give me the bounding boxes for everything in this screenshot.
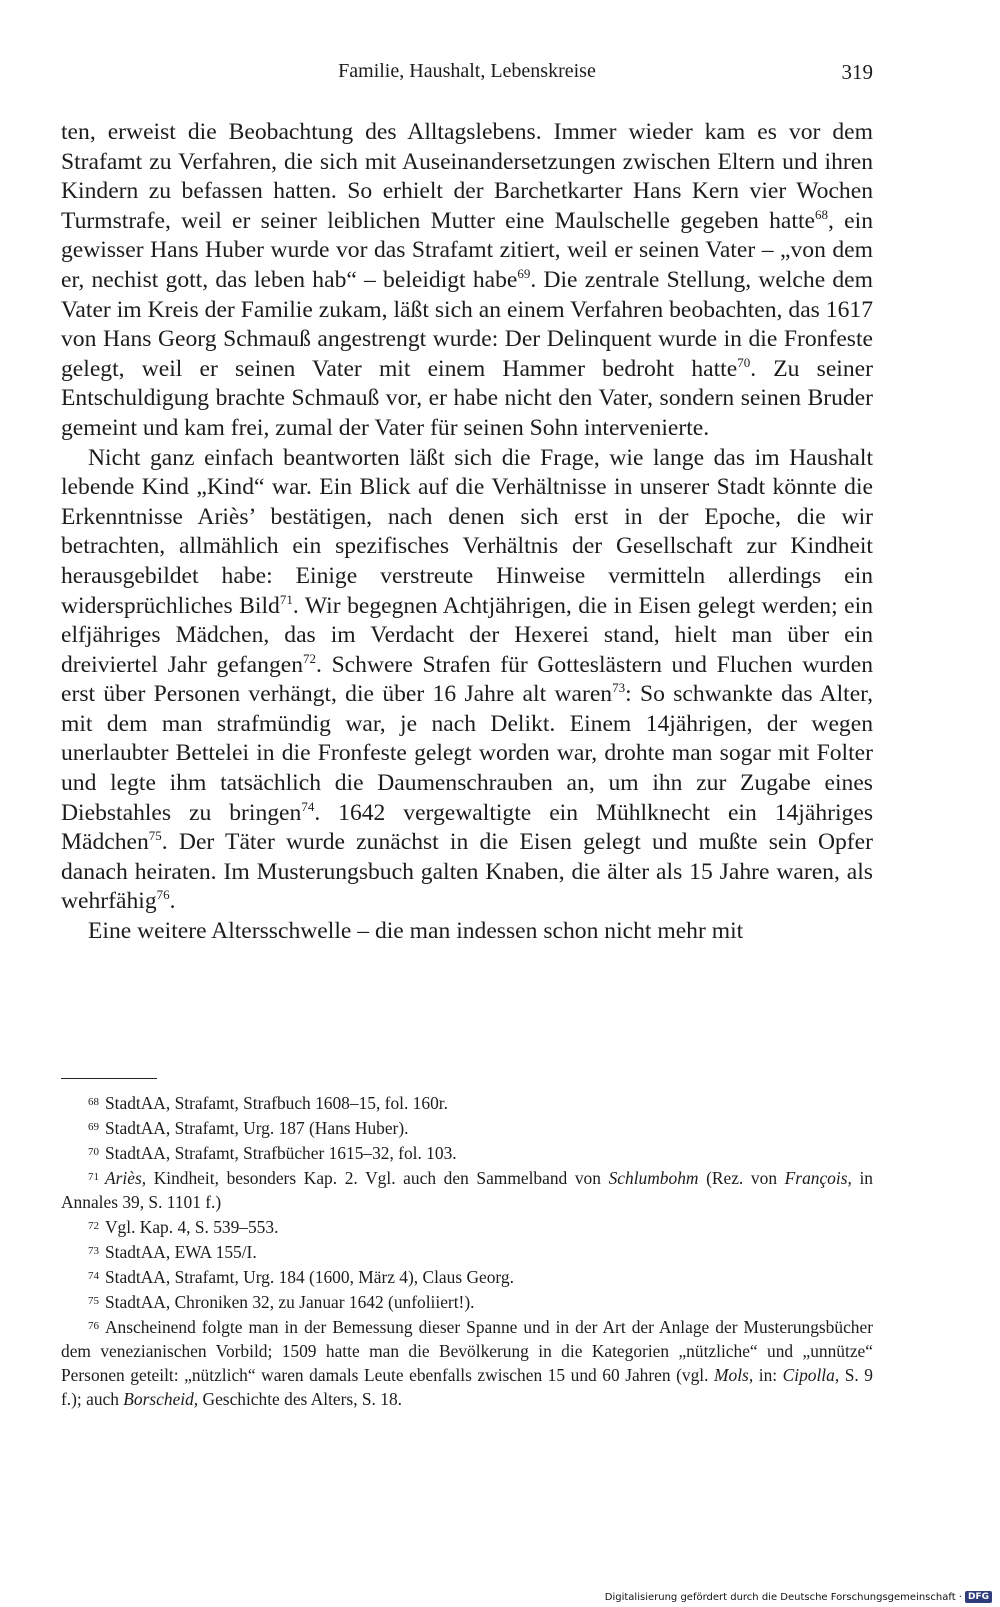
footnote-text: Vgl. Kap. 4, S. 539–553.	[105, 1217, 279, 1237]
footnote-text: StadtAA, Strafamt, Urg. 184 (1600, März 4), Claus Georg.	[105, 1267, 514, 1287]
footnotes	[61, 1090, 873, 1411]
footnote-text: in Annales 39, S. 1101 f.)	[61, 1168, 874, 1212]
author-name: Schlumbohm	[608, 1168, 699, 1188]
footnote-ref-71[interactable]: 71	[279, 591, 293, 607]
footnote-text: Anscheinend folgte man in der Bemessung dieser Spanne und in der Art der Anlage der Musterungsbücher dem venezianischen Vorbild; 1509 hatte man die Bevölkerung in die Kategorien „nützliche“ und „unnütze“ Personen geteilt: „nützlich“ waren damals Leute ebenfalls zwischen 15 und 60 Jahren (vgl.	[61, 1317, 873, 1385]
paragraph-2	[61, 444, 873, 918]
text-run: . 1642 vergewaltigte ein Mühlknecht ein 14jähriges Mädchen	[61, 799, 873, 856]
footnote-75	[61, 1289, 873, 1314]
author-name: Ariès,	[105, 1168, 147, 1188]
footnote-text: StadtAA, Strafamt, Strafbücher 1615–32, fol. 103.	[105, 1143, 457, 1163]
text-run: . Der Täter wurde zunächst in die Eisen gelegt und mußte sein Opfer danach heiraten. Im Musterungsbuch galten Knaben, die älter als 15 Jahre waren, als wehrfähig	[61, 829, 873, 915]
footnote-text: Geschichte des Alters, S. 18.	[198, 1389, 402, 1409]
footnote-72	[61, 1214, 873, 1239]
footnote-number: 74	[88, 1270, 99, 1282]
footnote-number: 71	[88, 1171, 99, 1183]
footnote-number: 72	[88, 1220, 99, 1232]
footnote-ref-68[interactable]: 68	[814, 206, 828, 222]
running-title: Familie, Haushalt, Lebenskreise	[338, 60, 596, 82]
footnote-ref-75[interactable]: 75	[148, 828, 162, 844]
author-name: Mols,	[714, 1365, 754, 1385]
credit-text: Digitalisierung gefördert durch die Deutsche Forschungsgemeinschaft ·	[604, 1591, 962, 1603]
footnote-number: 70	[88, 1146, 99, 1158]
footnote-69	[61, 1115, 873, 1140]
text-run: , ein gewisser Hans Huber wurde vor das Strafamt zitiert, weil er seinen Vater – „von dem er, nechist gott, das leben hab“ – beleidigt habe	[61, 207, 873, 293]
footnote-number: 73	[88, 1245, 99, 1257]
footnote-number: 75	[88, 1295, 99, 1307]
text-run: . Die zentrale Stellung, welche dem Vater im Kreis der Familie zukam, läßt sich an einem Verfahren beobachten, das 1617 von Hans Georg Schmauß angestrengt wurde: Der Delinquent wurde in die Fronfeste gelegt, weil er seinen Vater mit einem Hammer bedroht hatte	[61, 266, 873, 382]
paragraph-1	[61, 118, 873, 444]
footnote-70	[61, 1140, 873, 1165]
footnote-ref-70[interactable]: 70	[737, 354, 751, 370]
text-run: .	[169, 888, 176, 915]
text-run: Nicht ganz einfach beantworten läßt sich die Frage, wie lange das im Haushalt lebende Kind „Kind“ war. Ein Blick auf die Verhältnisse in unserer Stadt könnte die Erkenntnisse Ariès’ bestätigen, nach denen sich erst in der Epoche, die wir betrachten, allmählich ein spezifisches Verhältnis der Gesellschaft zur Kindheit herausgebildet habe: Einige verstreute Hinweise vermitteln allerdings ein widersprüchliches Bild	[61, 444, 873, 619]
footnote-76	[61, 1314, 873, 1411]
author-name: François,	[784, 1168, 852, 1188]
footnote-ref-73[interactable]: 73	[612, 680, 626, 696]
footnote-ref-72[interactable]: 72	[303, 650, 317, 666]
footnote-71	[61, 1165, 873, 1214]
dfg-logo: DFG	[965, 1591, 992, 1603]
footnote-text: StadtAA, Strafamt, Urg. 187 (Hans Huber).	[105, 1118, 409, 1138]
footnote-text: S. 9 f.); auch	[61, 1365, 873, 1409]
body-text	[61, 118, 873, 947]
footnote-text: (Rez. von	[698, 1168, 785, 1188]
footnote-text: StadtAA, EWA 155/I.	[105, 1242, 257, 1262]
footnote-number: 69	[88, 1121, 99, 1133]
footnote-ref-76[interactable]: 76	[156, 887, 170, 903]
digitization-credit	[605, 1591, 992, 1603]
footnote-68	[61, 1090, 873, 1115]
footnote-73	[61, 1239, 873, 1264]
author-name: Borscheid,	[123, 1389, 199, 1409]
text-run: . Schwere Strafen für Gotteslästern und Fluchen wurden erst über Personen verhängt, die über 16 Jahre alt waren	[61, 651, 873, 708]
footnote-text: StadtAA, Chroniken 32, zu Januar 1642 (unfoliiert!).	[105, 1292, 475, 1312]
author-name: Cipolla,	[782, 1365, 840, 1385]
footnote-ref-69[interactable]: 69	[517, 266, 531, 282]
text-run: : So schwankte das Alter, mit dem man strafmündig war, je nach Delikt. Einem 14jährigen, der wegen unerlaubter Bettelei in die Fronfeste gelegt worden war, drohte man sogar mit Folter und legte ihm tatsächlich die Daumenschrauben an, um ihn zur Zugabe eines Diebstahles zu bringen	[61, 681, 873, 826]
footnote-separator	[61, 1078, 157, 1079]
footnote-ref-74[interactable]: 74	[301, 798, 315, 814]
running-header	[61, 60, 873, 90]
footnote-number: 68	[88, 1096, 99, 1108]
footnote-text: Kindheit, besonders Kap. 2. Vgl. auch den Sammelband von	[146, 1168, 609, 1188]
text-run: . Wir begegnen Achtjährigen, die in Eisen gelegt werden; ein elfjähriges Mädchen, das im Verdacht der Hexerei stand, hielt man über ein dreiviertel Jahr gefangen	[61, 592, 873, 678]
footnote-number: 76	[88, 1320, 99, 1332]
footnote-text: StadtAA, Strafamt, Strafbuch 1608–15, fol. 160r.	[105, 1093, 448, 1113]
footnote-text: in:	[753, 1365, 783, 1385]
page-number: 319	[841, 60, 873, 84]
text-run: . Zu seiner Entschuldigung brachte Schmauß vor, er habe nicht den Vater, sondern seinen Bruder gemeint und kam frei, zumal der Vater für seinen Sohn intervenierte.	[61, 355, 873, 441]
paragraph-3: Eine weitere Altersschwelle – die man indessen schon nicht mehr mit	[88, 918, 744, 945]
footnote-74	[61, 1264, 873, 1289]
text-run: ten, erweist die Beobachtung des Alltagslebens. Immer wieder kam es vor dem Strafamt zu Verfahren, die sich mit Auseinandersetzungen zwischen Eltern und ihren Kindern zu befassen hatten. So erhielt der Barchetkarter Hans Kern vier Wochen Turmstrafe, weil er seiner leiblichen Mutter eine Maulschelle gegeben hatte	[61, 119, 873, 234]
